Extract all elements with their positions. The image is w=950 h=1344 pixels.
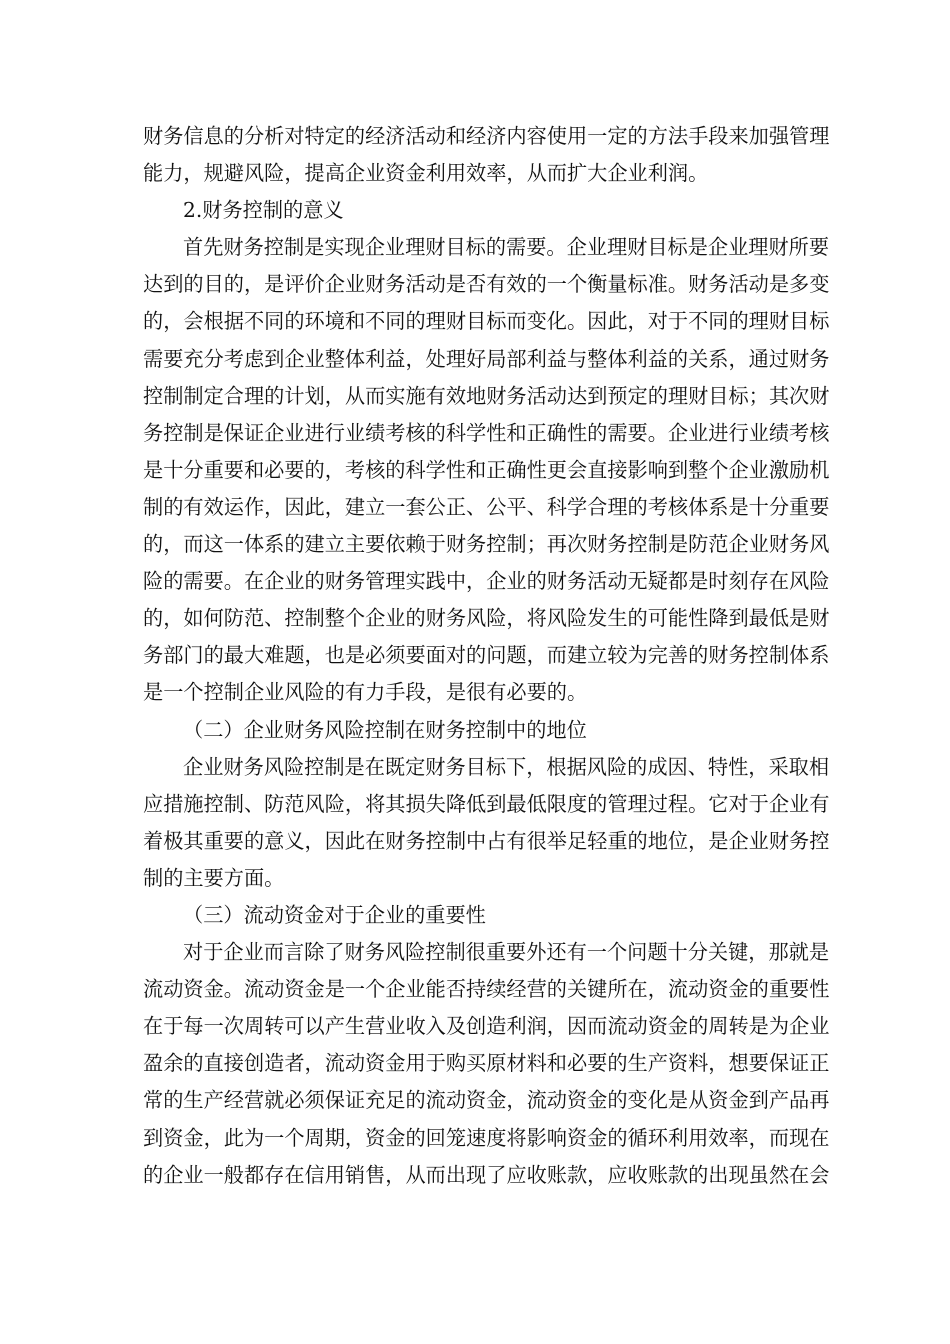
text-line: 企业财务风险控制是在既定财务目标下，根据风险的成因、特性，采取相 bbox=[183, 754, 830, 779]
text-line: 制的有效运作，因此，建立一套公正、公平、科学合理的考核体系是十分重要 bbox=[143, 494, 830, 519]
text-line: 财务信息的分析对特定的经济活动和经济内容使用一定的方法手段来加强管理 bbox=[143, 124, 830, 148]
text-line: 2.财务控制的意义 bbox=[183, 198, 344, 223]
text-line: 务部门的最大难题，也是必须要面对的问题，而建立较为完善的财务控制体系 bbox=[143, 643, 830, 668]
text-line: 对于企业而言除了财务风险控制很重要外还有一个问题十分关键，那就是 bbox=[183, 940, 830, 965]
text-line: 险的需要。在企业的财务管理实践中，企业的财务活动无疑都是时刻存在风险 bbox=[143, 569, 830, 594]
text-line: 到资金，此为一个周期，资金的回笼速度将影响资金的循环利用效率，而现在 bbox=[143, 1125, 830, 1150]
text-line: 需要充分考虑到企业整体利益，处理好局部利益与整体利益的关系，通过财务 bbox=[143, 346, 830, 371]
text-line: 在于每一次周转可以产生营业收入及创造利润，因而流动资金的周转是为企业 bbox=[143, 1014, 830, 1039]
text-line: 是十分重要和必要的，考核的科学性和正确性更会直接影响到整个企业激励机 bbox=[143, 457, 830, 482]
text-line: （二）企业财务风险控制在财务控制中的地位 bbox=[183, 717, 587, 742]
text-line: （三）流动资金对于企业的重要性 bbox=[183, 902, 486, 927]
text-line: 的，如何防范、控制整个企业的财务风险，将风险发生的可能性降到最低是财 bbox=[143, 606, 830, 631]
text-line: 务控制是保证企业进行业绩考核的科学性和正确性的需要。企业进行业绩考核 bbox=[143, 420, 830, 445]
text-line: 流动资金。流动资金是一个企业能否持续经营的关键所在，流动资金的重要性 bbox=[143, 977, 830, 1002]
text-line: 是一个控制企业风险的有力手段，是很有必要的。 bbox=[143, 680, 588, 705]
text-line: 的，会根据不同的环境和不同的理财目标而变化。因此，对于不同的理财目标 bbox=[143, 309, 830, 334]
text-line: 的，而这一体系的建立主要依赖于财务控制；再次财务控制是防范企业财务风 bbox=[143, 532, 830, 557]
document-body bbox=[143, 118, 830, 1194]
text-line: 制的主要方面。 bbox=[143, 865, 285, 890]
text-line: 盈余的直接创造者，流动资金用于购买原材料和必要的生产资料，想要保证正 bbox=[143, 1051, 830, 1076]
text-line: 的企业一般都存在信用销售，从而出现了应收账款，应收账款的出现虽然在会 bbox=[143, 1162, 830, 1187]
text-line: 达到的目的，是评价企业财务活动是否有效的一个衡量标准。财务活动是多变 bbox=[143, 272, 830, 297]
text-line: 首先财务控制是实现企业理财目标的需要。企业理财目标是企业理财所要 bbox=[183, 235, 830, 260]
text-line: 能力，规避风险，提高企业资金利用效率，从而扩大企业利润。 bbox=[143, 161, 709, 186]
text-line: 常的生产经营就必须保证充足的流动资金，流动资金的变化是从资金到产品再 bbox=[143, 1088, 830, 1113]
text-line: 控制制定合理的计划，从而实施有效地财务活动达到预定的理财目标；其次财 bbox=[143, 383, 830, 408]
text-line: 应措施控制、防范风险，将其损失降低到最低限度的管理过程。它对于企业有 bbox=[143, 791, 830, 816]
text-line: 着极其重要的意义，因此在财务控制中占有很举足轻重的地位，是企业财务控 bbox=[143, 828, 830, 853]
